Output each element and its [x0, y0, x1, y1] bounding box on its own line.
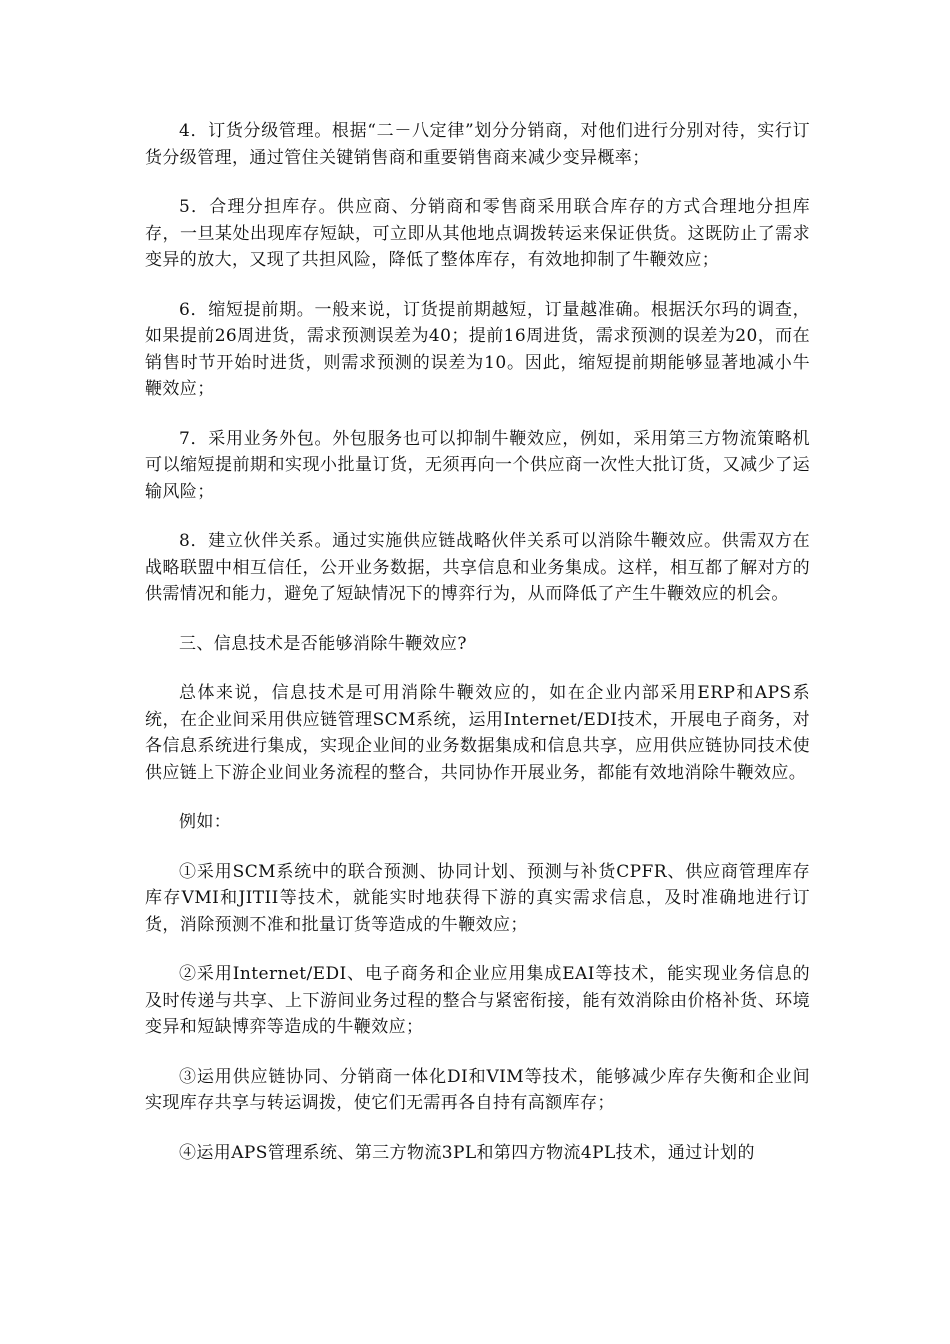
section-heading: 三、信息技术是否能够消除牛鞭效应?	[179, 633, 467, 654]
paragraph-example-intro: 例如：	[179, 812, 232, 832]
list-item-1: ①采用SCM系统中的联合预测、协同计划、预测与补货CPFR、供应商管理库存库存VMI和JITII等技术，就能实时地获得下游的真实需求信息，及时准确地进行订货，消除预测不准和批量订货等造成的牛鞭效应；	[145, 861, 810, 935]
list-item-3: ③运用供应链协同、分销商一体化DI和VIM等技术，能够减少库存失衡和企业间实现库存共享与转运调拨，使它们无需再各自持有高额库存；	[145, 1066, 810, 1113]
paragraph-it-overview: 总体来说，信息技术是可用消除牛鞭效应的，如在企业内部采用ERP和APS系统，在企业间采用供应链管理SCM系统，运用Internet/EDI技术，开展电子商务，对各信息系统进行集成，实现企业间的业务数据集成和信息共享，应用供应链协同技术使供应链上下游企业间业务流程的整合，共同协作开展业务，都能有效地消除牛鞭效应。	[145, 683, 810, 783]
paragraph-order-grading: 4．订货分级管理。根据“二－八定律”划分分销商，对他们进行分别对待，实行订货分级管理，通过管住关键销售商和重要销售商来减少变异概率；	[145, 121, 810, 168]
list-item-2: ②采用Internet/EDI、电子商务和企业应用集成EAI等技术，能实现业务信息的及时传递与共享、上下游间业务过程的整合与紧密衔接，能有效消除由价格补货、环境变异和短缺博弈等造成的牛鞭效应；	[145, 964, 810, 1037]
list-item-4: ④运用APS管理系统、第三方物流3PL和第四方物流4PL技术，通过计划的	[179, 1142, 755, 1163]
paragraph-inventory-sharing: 5．合理分担库存。供应商、分销商和零售商采用联合库存的方式合理地分担库存，一旦某处出现库存短缺，可立即从其他地点调拨转运来保证供货。这既防止了需求变异的放大，又现了共担风险，降低了整体库存，有效地抑制了牛鞭效应；	[145, 197, 810, 270]
document-body	[145, 118, 810, 1189]
paragraph-outsourcing: 7．采用业务外包。外包服务也可以抑制牛鞭效应，例如，采用第三方物流策略机可以缩短提前期和实现小批量订货，无须再向一个供应商一次性大批订货，又减少了运输风险；	[145, 428, 810, 502]
paragraph-lead-time: 6．缩短提前期。一般来说，订货提前期越短，订量越准确。根据沃尔玛的调查，如果提前26周进货，需求预测误差为40；提前16周进货，需求预测的误差为20，而在销售时节开始时进货，则需求预测的误差为10。因此，缩短提前期能够显著地减小牛鞭效应；	[145, 299, 810, 399]
paragraph-partnership: 8．建立伙伴关系。通过实施供应链战略伙伴关系可以消除牛鞭效应。供需双方在战略联盟中相互信任，公开业务数据，共享信息和业务集成。这样，相互都了解对方的供需情况和能力，避免了短缺情况下的博弈行为，从而降低了产生牛鞭效应的机会。	[145, 531, 810, 604]
